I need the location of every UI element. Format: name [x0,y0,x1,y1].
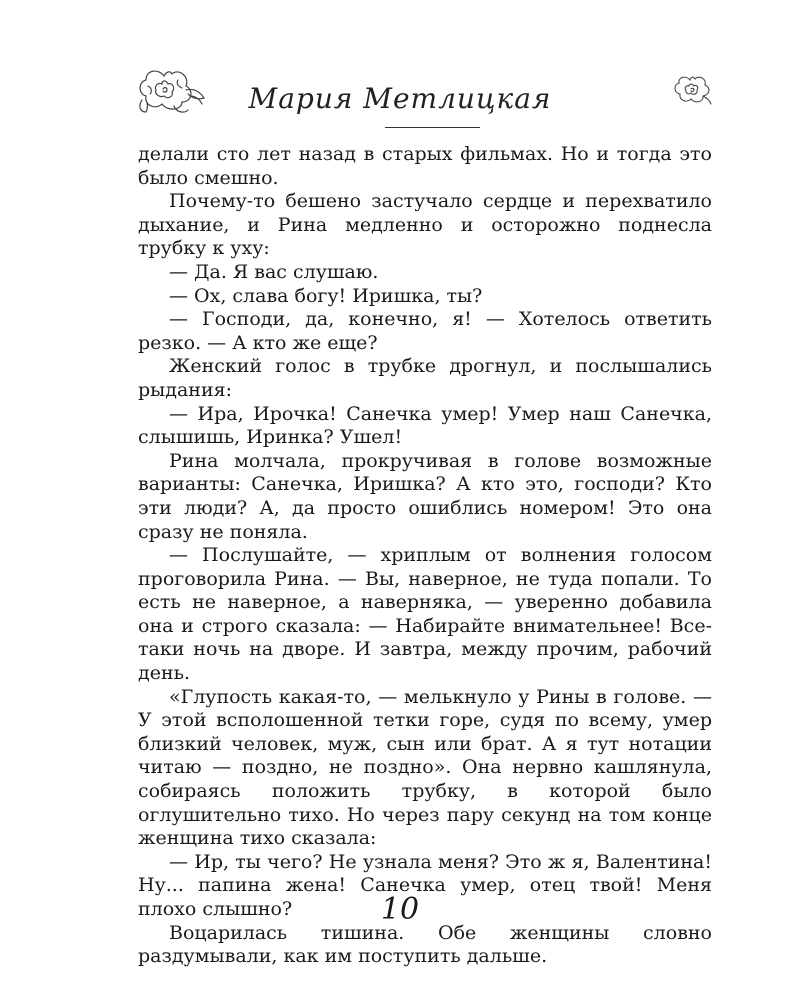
paragraph: Воцарилась тишина. Обе женщины словно раздумывали, как им поступить дальше. [138,921,712,968]
paragraph: — Господи, да, конечно, я! — Хотелось ответить резко. — А кто же еще? [138,308,712,354]
paragraph: — Ира, Ирочка! Санечка умер! Умер наш Санечка, слышишь, Иринка? Ушел! [138,402,712,449]
paragraph: — Ир, ты чего? Не узнала меня? Это ж я, Валентина! Ну... папина жена! Санечка умер, отец твой! Меня плохо слышно? [138,850,712,920]
paragraph: — Ох, слава богу! Иришка, ты? [169,284,483,307]
running-header [0,60,800,140]
author-name: Мария Метлицкая [248,82,552,115]
page-number: 10 [380,892,420,927]
paragraph: Почему-то бешено застучало сердце и перехватило дыхание, и Рина медленно и осторожно поднесла трубку к уху: [138,190,712,260]
body-text [138,143,712,969]
header-rule [385,127,480,128]
paragraph: Женский голос в трубке дрогнул, и послышались рыдания: [138,355,712,401]
paragraph: — Да. Я вас слушаю. [169,260,379,283]
paragraph: — Послушайте, — хриплым от волнения голосом проговорила Рина. — Вы, наверное, не туда попали. То есть не наверное, а наверняка, — уверенно добавила она и строго сказала: — Набирайте внимательнее! Все-таки ночь на дворе. И завтра, между прочим, рабочий день. [138,544,712,685]
paragraph: «Глупость какая-то, — мелькнуло у Рины в голове. — У этой всполошенной тетки горе, судя по всему, умер близкий человек, муж, сын или брат. А я тут нотации читаю — поздно, не поздно». Она нервно кашлянула, собираясь положить трубку, в которой было оглушительно тихо. Но через пару секунд на том конце женщина тихо сказала: [138,685,712,850]
paragraph: Рина молчала, прокручивая в голове возможные варианты: Санечка, Иришка? А кто это, господи? Кто эти люди? А, да просто ошиблись номером! Это она сразу не поняла. [138,449,712,543]
paragraph: делали сто лет назад в старых фильмах. Но и тогда это было смешно. [138,143,712,189]
rose-ornament-icon [672,74,712,106]
